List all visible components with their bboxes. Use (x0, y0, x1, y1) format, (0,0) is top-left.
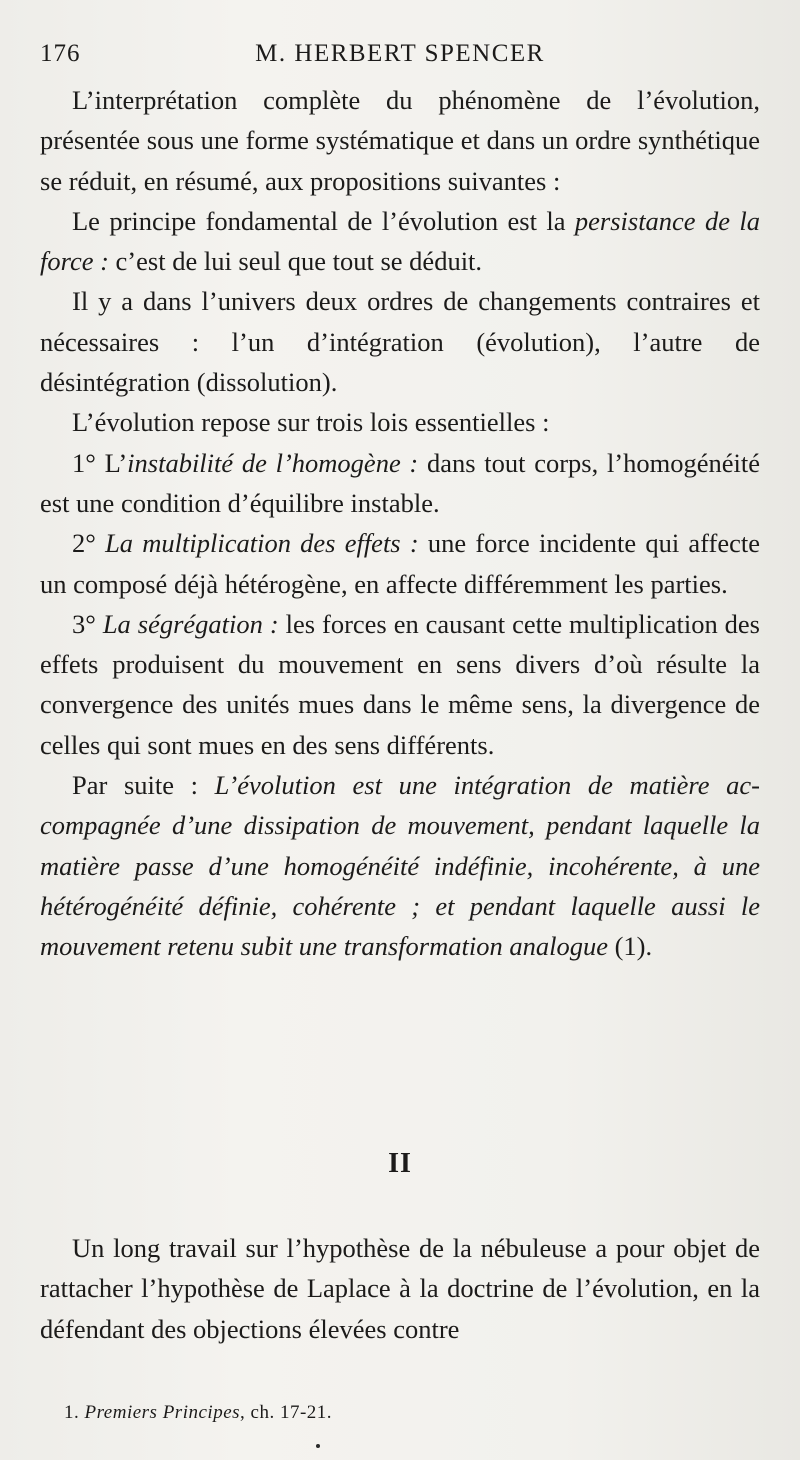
principle-text-end: c’est de lui seul que tout se déduit. (108, 246, 483, 277)
footnote (64, 1402, 754, 1424)
paragraph-principle (40, 201, 760, 282)
page-header (40, 40, 760, 80)
footnote-reference: , ch. 17-21. (240, 1402, 333, 1423)
law-1-title: instabilité de l’homogène : (127, 447, 419, 478)
definition-italic: L’évolution est une intégration de matière accompagnée d’une dissipation de mouvement, pendant laquelle la matière passe d’une homogénéité indéfinie, incohérente, à une hétérogénéité définie, cohérente ; et pendant laquelle aussi le mouvement retenu subit une transformation analogue (40, 770, 760, 962)
running-head: M. HERBERT SPENCER (255, 40, 545, 67)
paragraph-definition (40, 765, 760, 966)
law-1-text: dans tout corps, l’homogénéité est une condition d’équilibre instable. (40, 447, 761, 518)
law-3 (40, 604, 760, 765)
definition-footnote-ref: (1). (607, 931, 653, 962)
main-text (40, 80, 760, 967)
paragraph-nebula: Un long travail sur l’hypothèse de la nébuleuse a pour objet de rattacher l’hypothèse de Laplace à la doctrine de l’évolution, en la défendant des objections élevées contre (40, 1233, 760, 1344)
law-2 (40, 523, 760, 604)
principle-text: Le principe fondamental de l’évolution est la (72, 205, 575, 236)
paragraph-intro: L’interprétation complète du phénomène de l’évolution, présentée sous une forme systématique et dans un ordre synthétique se réduit, en résumé, aux propositions suivantes : (40, 85, 760, 196)
law-2-title: La multiplication des effets : (105, 528, 419, 559)
law-2-number: 2° (72, 528, 106, 559)
law-1-number: 1° L’ (72, 447, 128, 478)
law-2-text: une force incidente qui affecte un composé déjà hétérogène, en affecte différemment les parties. (40, 528, 760, 599)
footnote-title: Premiers Principes (84, 1402, 241, 1423)
paragraph-changes: Il y a dans l’univers deux ordres de changements contraires et nécessaires : l’un d’intégration (évolution), l’autre de désintégration (dissolution). (40, 286, 760, 398)
definition-lead: Par suite : (72, 770, 215, 801)
paragraph-three-laws: L’évolution repose sur trois lois essentielles : (72, 407, 550, 438)
section-text (40, 1228, 760, 1349)
law-1 (40, 443, 760, 524)
section-heading: II (388, 1148, 412, 1179)
footnote-number: 1. (64, 1402, 80, 1423)
principle-italic: persistance de la force : (40, 205, 760, 277)
law-3-title: La ségrégation : (102, 608, 279, 639)
law-3-number: 3° (72, 608, 103, 639)
law-3-text: les forces en causant cette multiplication des effets produisent du mouvement en sens divers d’où résulte la convergence des unités mues dans le même sens, la divergence de celles qui sont mues en des sens différents. (40, 608, 760, 760)
page-number: 176 (40, 40, 81, 67)
print-speck (316, 1444, 320, 1448)
